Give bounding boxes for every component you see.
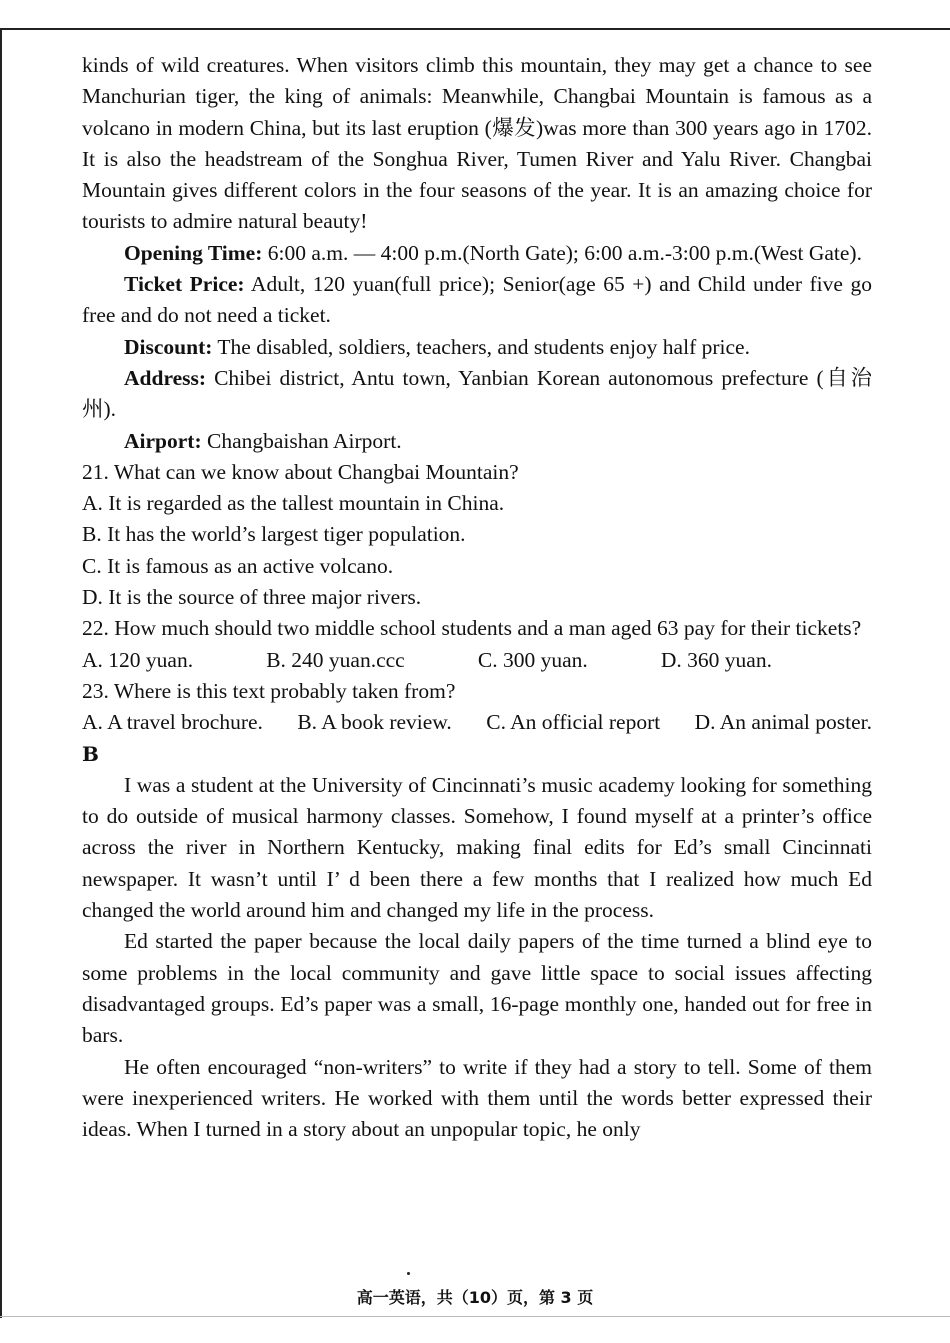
page-footer: 高一英语，共（10）页，第 3 页: [356, 1288, 594, 1307]
address: [82, 363, 872, 426]
page-border-left: [0, 28, 2, 1318]
question-23-option-c: C. An official report: [486, 710, 661, 735]
discount-label: Discount:: [124, 334, 213, 359]
section-b-paragraph: Ed started the paper because the local daily papers of the time turned a blind eye to some problems in the local community and gave little space to social issues affecting disadvantaged groups. Ed’s paper was a small, 16-page monthly one, handed out for free in bars.: [82, 929, 872, 1048]
question-21-option-d: D. It is the source of three major rivers.: [82, 585, 422, 610]
question-23-option-a: A. A travel brochure.: [82, 710, 263, 735]
question-22-stem: 22. How much should two middle school students and a man aged 63 pay for their tickets?: [82, 616, 862, 641]
opening-time-text: 6:00 a.m. — 4:00 p.m.(North Gate); 6:00 a.m.-3:00 p.m.(West Gate).: [262, 240, 862, 265]
address-text: Chibei district, Antu town, Yanbian Korean autonomous prefecture (自治州).: [82, 365, 872, 422]
question-21-option-b: B. It has the world’s largest tiger population.: [82, 522, 466, 547]
discount: [82, 332, 872, 363]
section-b-paragraph: He often encouraged “non-writers” to write if they had a story to tell. Some of them were inexperienced writers. He worked with them until the words better expressed their ideas. When I turned in a story about an unpopular topic, he only: [82, 1054, 872, 1142]
question-22-options: [82, 645, 872, 676]
opening-time: [82, 238, 872, 269]
question-22-option-d: D. 360 yuan.: [660, 647, 772, 672]
address-label: Address:: [124, 365, 207, 390]
ticket-price: [82, 269, 872, 332]
question-23-stem: 23. Where is this text probably taken from?: [82, 678, 456, 703]
question-23-options: [82, 707, 872, 738]
exam-page: [82, 50, 872, 1145]
discount-text: The disabled, soldiers, teachers, and students enjoy half price.: [212, 334, 750, 359]
airport-text: Changbaishan Airport.: [201, 428, 402, 453]
ticket-price-text: Adult, 120 yuan(full price); Senior(age 65 +) and Child under five go free and do not need a ticket.: [82, 272, 872, 328]
question-22-option-b: B. 240 yuan.ccc: [266, 647, 405, 672]
section-b-paragraph: I was a student at the University of Cincinnati’s music academy looking for something to do outside of musical harmony classes. Somehow, I found myself at a printer’s office across the river in Northern Kentucky, making final edits for Ed’s small Cincinnati newspaper. It wasn’t until I’ d been there a few months that I realized how much Ed changed the world around him and changed my life in the process.: [82, 772, 872, 923]
page-border-bottom: [0, 1316, 950, 1317]
page-mark-dot: [407, 1272, 410, 1275]
airport-label: Airport:: [124, 428, 202, 453]
question-21-option-a: A. It is regarded as the tallest mountain in China.: [82, 491, 505, 516]
passage-a-intro: kinds of wild creatures. When visitors climb this mountain, they may get a chance to see Manchurian tiger, the king of animals: Meanwhile, Changbai Mountain is famous as a volcano in modern China, but its last eruption (爆发)was more than 300 years ago in 1702. It is also the headstream of the Songhua River, Tumen River and Yalu River. Changbai Mountain gives different colors in the four seasons of the year. It is an amazing choice for tourists to admire natural beauty!: [82, 53, 872, 234]
question-23-option-d: D. An animal poster.: [694, 710, 872, 735]
page-border-top: [0, 28, 950, 30]
question-22-option-a: A. 120 yuan.: [82, 647, 194, 672]
question-21-stem: 21. What can we know about Changbai Mountain?: [82, 459, 519, 484]
ticket-price-label: Ticket Price:: [124, 272, 245, 297]
question-21-option-c: C. It is famous as an active volcano.: [82, 553, 394, 578]
question-22-option-c: C. 300 yuan.: [477, 647, 588, 672]
section-b-title: B: [82, 741, 99, 766]
opening-time-label: Opening Time:: [124, 240, 263, 265]
airport: [82, 426, 872, 457]
question-23-option-b: B. A book review.: [297, 710, 452, 735]
